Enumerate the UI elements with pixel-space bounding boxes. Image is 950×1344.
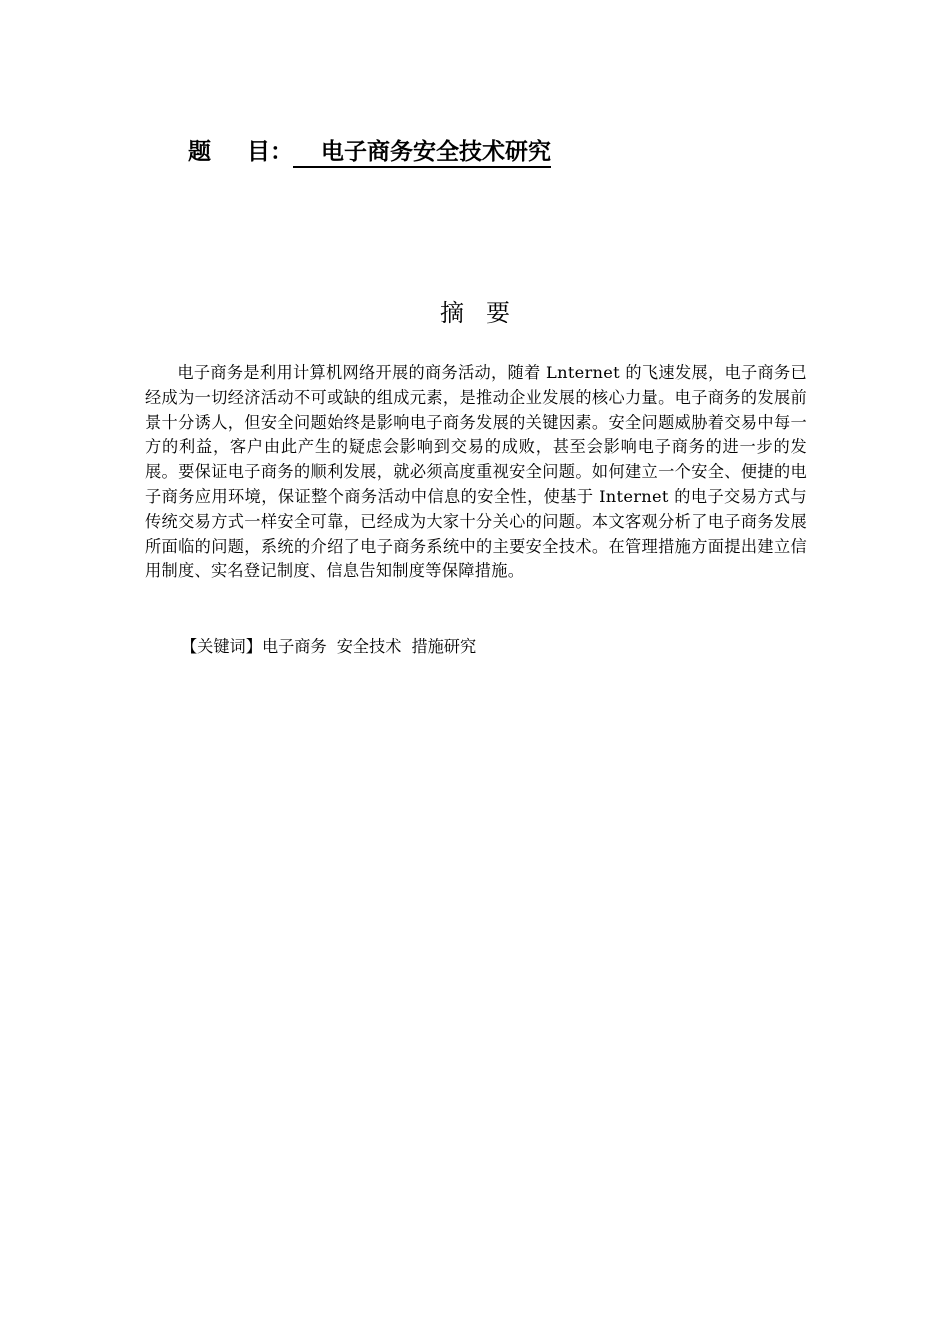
abstract-heading-char2: 要 xyxy=(486,299,510,327)
title-label-char2: 目： xyxy=(247,139,293,165)
keywords-line xyxy=(181,634,476,660)
keyword-item: 电子商务 xyxy=(261,637,327,656)
abstract-body: 电子商务是利用计算机网络开展的商务活动，随着 Lnternet 的飞速发展，电子商务已经成为一切经济活动不可或缺的组成元素，是推动企业发展的核心力量。电子商务的发展前景十分诱人，但安全问题始终是影响电子商务发展的关键因素。安全问题威胁着交易中每一方的利益，客户由此产生的疑虑会影响到交易的成败，甚至会影响电子商务的进一步的发展。要保证电子商务的顺利发展，就必须高度重视安全问题。如何建立一个安全、便捷的电子商务应用环境，保证整个商务活动中信息的安全性，使基于 Internet 的电子交易方式与传统交易方式一样安全可靠，已经成为大家十分关心的问题。本文客观分析了电子商务发展所面临的问题，系统的介绍了电子商务系统中的主要安全技术。在管理措施方面提出建立信用制度、实名登记制度、信息告知制度等保障措施。 xyxy=(145,363,807,581)
abstract-heading xyxy=(0,296,950,330)
keywords-label: 【关键词】 xyxy=(181,637,262,656)
keyword-item: 措施研究 xyxy=(411,637,477,656)
abstract-heading-char1: 摘 xyxy=(440,299,464,327)
thesis-title xyxy=(188,136,551,168)
title-label-char1: 题 xyxy=(188,139,211,165)
title-value: 电子商务安全技术研究 xyxy=(293,138,551,168)
keyword-item: 安全技术 xyxy=(336,637,402,656)
